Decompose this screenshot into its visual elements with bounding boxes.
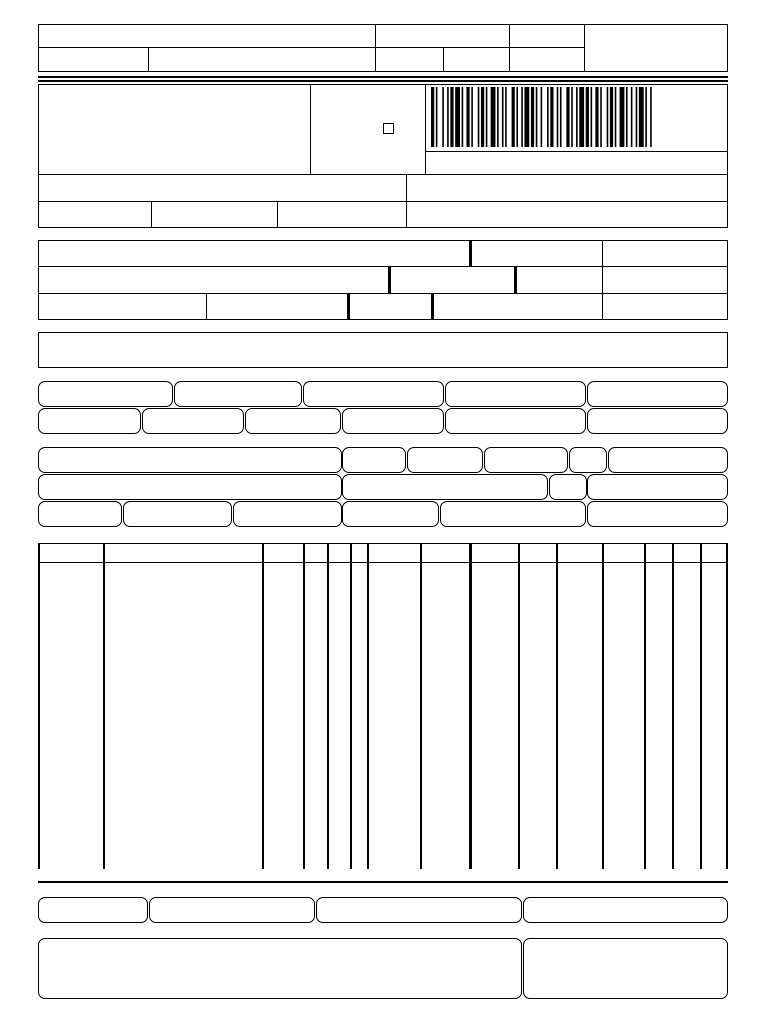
items-col-divider	[518, 543, 520, 869]
insurance-field[interactable]	[142, 408, 244, 434]
items-col-divider	[350, 543, 352, 869]
carrier-state-field[interactable]	[549, 474, 587, 500]
recipient-issue-date-field[interactable]	[602, 240, 728, 267]
ipi-value-field[interactable]	[445, 408, 586, 434]
barcode-bar	[481, 87, 484, 147]
barcode-bar	[471, 87, 473, 147]
barcode-bar	[478, 87, 480, 147]
header-field-6[interactable]	[375, 47, 444, 72]
antt-code-field[interactable]	[407, 447, 483, 473]
state-registration-field[interactable]	[38, 201, 152, 228]
recipient-address-field[interactable]	[38, 266, 391, 294]
freight-field[interactable]	[38, 408, 141, 434]
gross-weight-field[interactable]	[440, 501, 586, 527]
barcode-bar	[626, 87, 628, 147]
header-field-2[interactable]	[375, 24, 510, 48]
barcode-bar	[462, 87, 464, 147]
items-col-divider	[644, 543, 646, 869]
barcode-bar	[650, 87, 652, 147]
recipient-city-field[interactable]	[38, 293, 207, 320]
recipient-state-field[interactable]	[349, 293, 433, 320]
header-separator-top	[38, 76, 728, 78]
footer-separator	[38, 881, 728, 883]
items-col-divider	[262, 543, 264, 869]
barcode-bar	[591, 87, 593, 147]
barcode-bar	[491, 87, 496, 147]
recipient-name-field[interactable]	[38, 240, 472, 267]
carrier-address-field[interactable]	[38, 474, 342, 500]
items-col-divider	[367, 543, 369, 869]
barcode-bar	[536, 87, 538, 147]
recipient-phone-field[interactable]	[206, 293, 349, 320]
barcode-bar	[502, 87, 504, 147]
barcode-bar	[645, 87, 647, 147]
barcode-bar	[516, 87, 518, 147]
reserved-fisco-field[interactable]	[523, 938, 728, 999]
vehicle-state-field[interactable]	[569, 447, 607, 473]
barcode-bar	[566, 87, 569, 147]
services-total-field[interactable]	[149, 897, 315, 923]
barcode-bar	[531, 87, 534, 147]
barcode-bar	[615, 87, 617, 147]
barcode-bar	[607, 87, 609, 147]
barcode-bar	[576, 87, 578, 147]
tax-st-value-field[interactable]	[445, 381, 586, 407]
barcode-bar	[636, 87, 638, 147]
discount-field[interactable]	[245, 408, 341, 434]
recipient-zip-field[interactable]	[516, 266, 603, 294]
recipient-exit-date-field[interactable]	[602, 266, 728, 294]
barcode-bar	[610, 87, 613, 147]
barcode-bar	[512, 87, 515, 147]
items-col-divider	[556, 543, 558, 869]
items-col-divider	[303, 543, 305, 869]
items-col-divider	[420, 543, 422, 869]
carrier-registration-field[interactable]	[587, 474, 728, 500]
volume-numbering-field[interactable]	[342, 501, 439, 527]
access-key-field[interactable]	[425, 151, 728, 175]
barcode-bar	[586, 87, 589, 147]
barcode-bar	[579, 87, 584, 147]
barcode-bar	[455, 87, 460, 147]
barcode-bar	[450, 87, 453, 147]
header-separator-bottom	[38, 80, 728, 82]
barcode-bar	[497, 87, 499, 147]
barcode-bar	[466, 87, 469, 147]
barcode-bar	[486, 87, 488, 147]
barcode-bar	[600, 87, 602, 147]
products-total-field[interactable]	[587, 381, 728, 407]
barcode-bar	[431, 87, 434, 147]
barcode-bar	[505, 87, 507, 147]
recipient-tax-id-field[interactable]	[471, 240, 603, 267]
barcode-bar	[521, 87, 523, 147]
items-col-divider	[469, 543, 472, 869]
items-col-divider	[327, 543, 329, 869]
volume-brand-field[interactable]	[233, 501, 342, 527]
barcode-bar	[620, 87, 625, 147]
carrier-name-field[interactable]	[38, 447, 342, 473]
tax-id-field[interactable]	[277, 201, 407, 228]
barcode-box	[425, 84, 728, 152]
net-weight-field[interactable]	[587, 501, 728, 527]
barcode-bar	[547, 87, 549, 147]
header-field-4[interactable]	[38, 47, 149, 72]
invoice-total-field[interactable]	[587, 408, 728, 434]
header-field-7[interactable]	[443, 47, 510, 72]
tax-st-base-field[interactable]	[303, 381, 444, 407]
recipient-registration-field[interactable]	[433, 293, 603, 320]
freight-mode-field[interactable]	[342, 447, 406, 473]
issqn-base-field[interactable]	[316, 897, 522, 923]
checkbox[interactable]	[383, 123, 394, 134]
barcode-bar	[442, 87, 444, 147]
tax-value-field[interactable]	[174, 381, 302, 407]
barcode-bar	[639, 87, 644, 147]
items-table-right-edge	[726, 543, 728, 869]
carrier-tax-id-field[interactable]	[608, 447, 728, 473]
barcode-bar	[524, 87, 529, 147]
barcode-bar	[550, 87, 553, 147]
header-field-5[interactable]	[148, 47, 376, 72]
issuer-box[interactable]	[38, 84, 311, 175]
carrier-city-field[interactable]	[342, 474, 548, 500]
volume-species-field[interactable]	[123, 501, 232, 527]
items-table-header	[38, 543, 728, 563]
items-col-divider	[672, 543, 674, 869]
items-col-divider	[103, 543, 105, 869]
nature-of-operation-field[interactable]	[38, 174, 407, 202]
billing-field[interactable]	[38, 332, 728, 368]
barcode-bar	[436, 87, 438, 147]
additional-info-field[interactable]	[38, 938, 522, 999]
recipient-district-field[interactable]	[390, 266, 517, 294]
substitute-registration-field[interactable]	[151, 201, 278, 228]
volume-quantity-field[interactable]	[38, 501, 122, 527]
authorization-protocol-field[interactable]	[406, 174, 728, 202]
vehicle-plate-field[interactable]	[484, 447, 568, 473]
barcode-bar	[541, 87, 543, 147]
barcode-bar	[557, 87, 559, 147]
barcode-bar	[560, 87, 562, 147]
header-logo-box	[584, 24, 728, 72]
barcode-bar	[631, 87, 633, 147]
barcode-bar	[447, 87, 449, 147]
registration-extra-field[interactable]	[406, 201, 728, 228]
municipal-registration-field[interactable]	[38, 897, 148, 923]
items-col-divider	[602, 543, 604, 869]
header-field-3[interactable]	[509, 24, 585, 48]
barcode-bar	[571, 87, 573, 147]
barcode-bar	[595, 87, 598, 147]
items-table	[38, 543, 728, 869]
header-field-1[interactable]	[38, 24, 376, 48]
recipient-exit-time-field[interactable]	[602, 293, 728, 320]
items-col-divider	[700, 543, 702, 869]
other-expenses-field[interactable]	[342, 408, 444, 434]
document-type-box	[310, 84, 426, 175]
issqn-value-field[interactable]	[523, 897, 728, 923]
tax-base-field[interactable]	[38, 381, 173, 407]
header-field-8[interactable]	[509, 47, 585, 72]
items-table-left-edge	[38, 543, 40, 869]
barcode	[431, 87, 661, 147]
